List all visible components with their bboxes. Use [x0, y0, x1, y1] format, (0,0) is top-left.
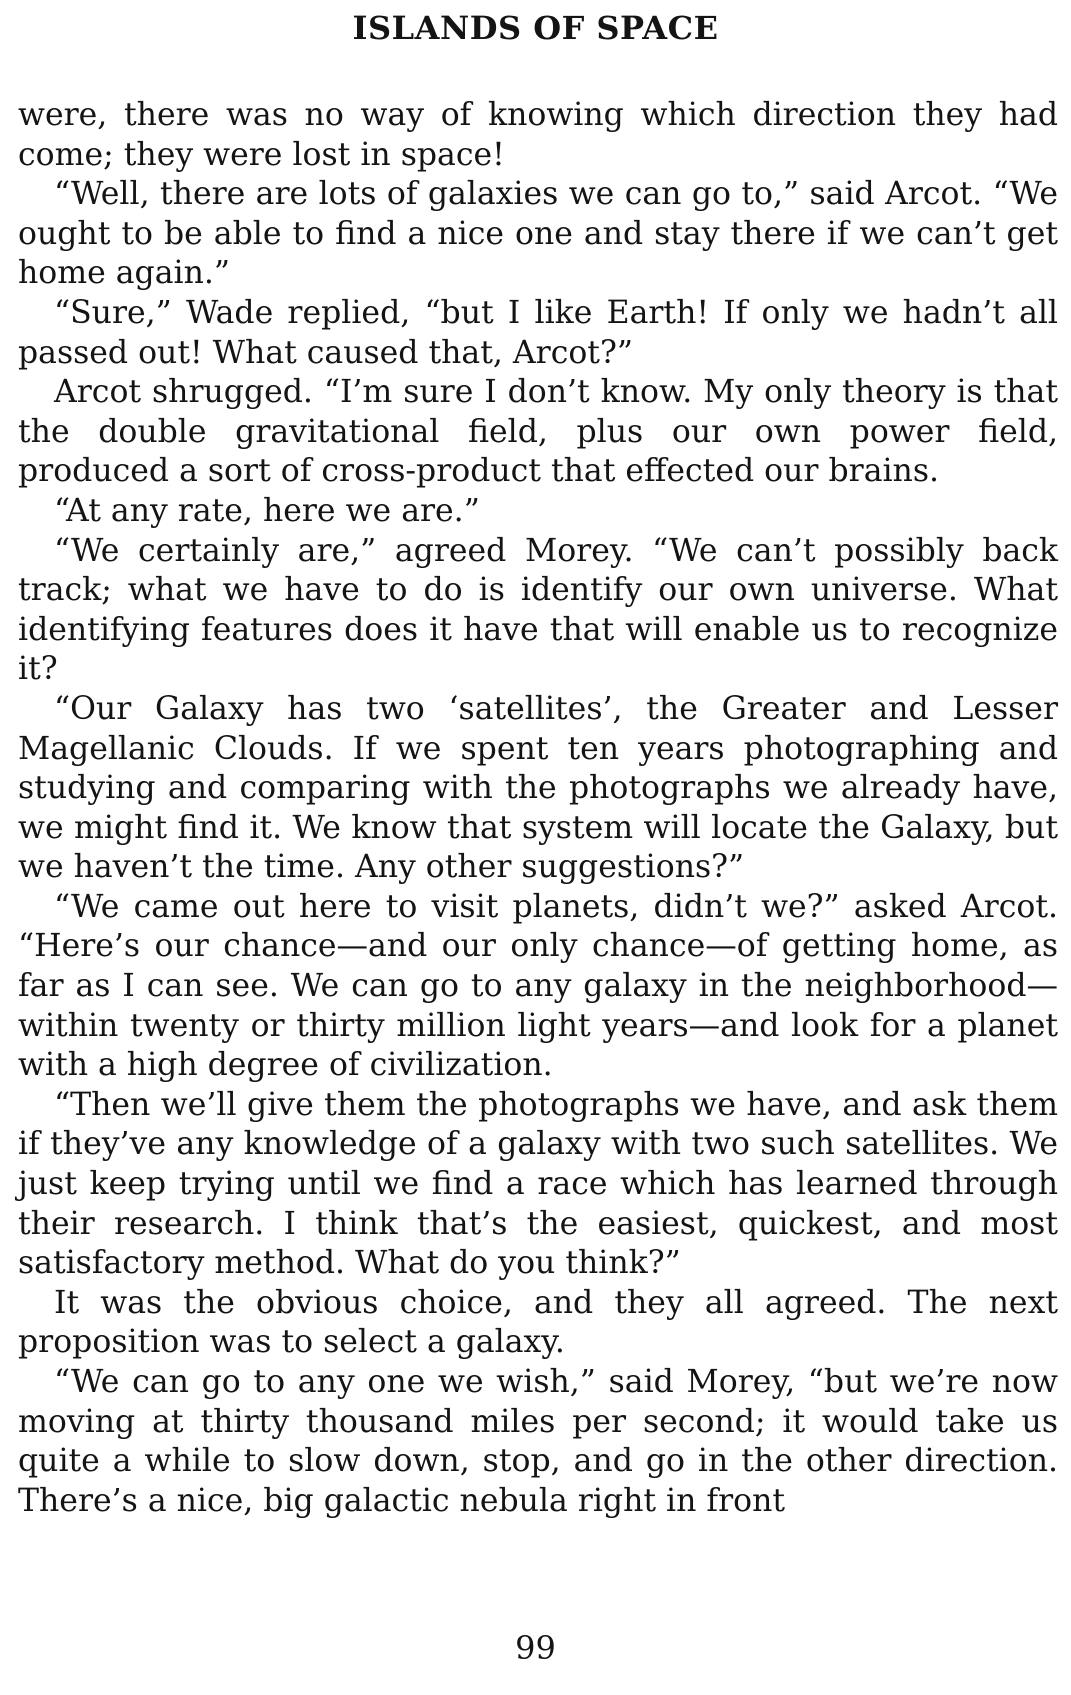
paragraph: were, there was no way of knowing which direction they had come; they were lost in space! [18, 97, 1058, 173]
paragraph: Arcot shrugged. “I’m sure I don’t know. My only theory is that the double gravitational field, plus our own power field, produced a sort of cross-product that effected our brains. [18, 374, 1058, 490]
running-head: ISLANDS OF SPACE [352, 9, 719, 47]
paragraph: It was the obvious choice, and they all agreed. The next proposition was to select a galaxy. [18, 1284, 1058, 1361]
paragraph: “Sure,” Wade replied, “but I like Earth! If only we hadn’t all passed out! What caused that, Arcot?” [18, 294, 1058, 371]
paragraph: “Well, there are lots of galaxies we can go to,” said Arcot. “We ought to be able to find a nice one and stay there if we can’t get home again.” [18, 176, 1058, 292]
paragraph: “Our Galaxy has two ‘satellites’, the Greater and Lesser Magellanic Clouds. If we spent ten years photographing and studying and comparing with the photographs we already have, we might find it. We know that system will locate the Galaxy, but we haven’t the time. Any other suggestions?” [18, 690, 1058, 886]
paragraph: “We can go to any one we wish,” said Morey, “but we’re now moving at thirty thousand miles per second; it would take us quite a while to slow down, stop, and go in the other direction. There’s a nice, big galactic nebula right in front [18, 1364, 1058, 1519]
page-number: 99 [515, 1629, 556, 1667]
body-text [18, 96, 1058, 1521]
paragraph: “At any rate, here we are.” [54, 492, 480, 529]
paragraph: “Then we’ll give them the photographs we have, and ask them if they’ve any knowledge of a galaxy with two such satellites. We just keep trying until we find a race which has learned through their research. I think that’s the easiest, quickest, and most satisfactory method. What do you think?” [18, 1086, 1058, 1282]
paragraph: “We came out here to visit planets, didn’t we?” asked Arcot. “Here’s our chance—and our only chance—of getting home, as far as I can see. We can go to any galaxy in the neighborhood—within twenty or thirty million light years—and look for a planet with a high degree of civilization. [18, 888, 1058, 1084]
paragraph: “We certainly are,” agreed Morey. “We can’t possibly back track; what we have to do is identify our own universe. What identifying features does it have that will enable us to recognize it? [18, 532, 1058, 688]
